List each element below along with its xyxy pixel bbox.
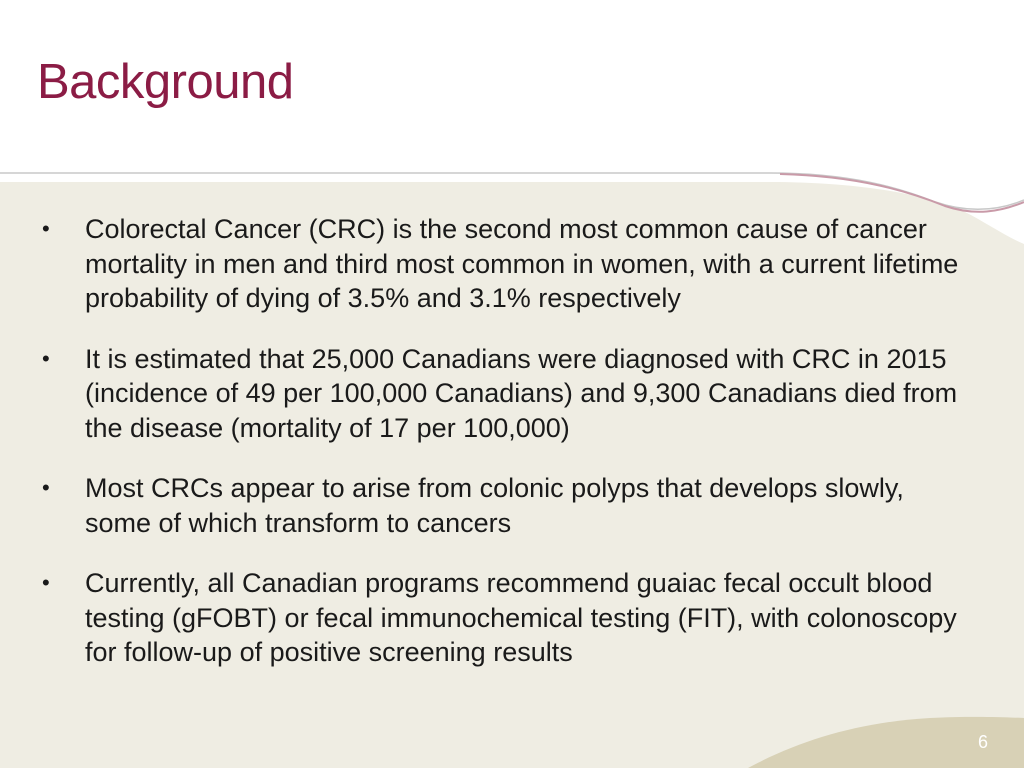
bullet-item (40, 342, 970, 446)
page-number: 6 (977, 732, 988, 752)
bullet-marker: • (42, 216, 50, 241)
bullet-list (40, 212, 970, 670)
bullet-item (40, 471, 970, 540)
bullet-text: Most CRCs appear to arise from colonic polyps that develops slowly, some of which transform to cancers (85, 473, 904, 538)
bullet-text: It is estimated that 25,000 Canadians were diagnosed with CRC in 2015 (incidence of 49 per 100,000 Canadians) and 9,300 Canadians died from the disease (mortality of 17 per 100,000) (85, 343, 958, 443)
slide-title: Background (37, 55, 294, 109)
bullet-marker: • (42, 570, 50, 595)
bullet-text: Colorectal Cancer (CRC) is the second most common cause of cancer mortality in men and third most common in women, with a current lifetime probability of dying of 3.5% and 3.1% respectively (85, 214, 959, 313)
bullet-text: Currently, all Canadian programs recommend guaiac fecal occult blood testing (gFOBT) or fecal immunochemical testing (FIT), with colonoscopy for follow-up of positive screening results (85, 568, 957, 667)
bullet-item (40, 566, 970, 670)
bullet-marker: • (42, 345, 50, 371)
bullet-marker: • (42, 475, 50, 500)
bullet-item (40, 212, 970, 316)
